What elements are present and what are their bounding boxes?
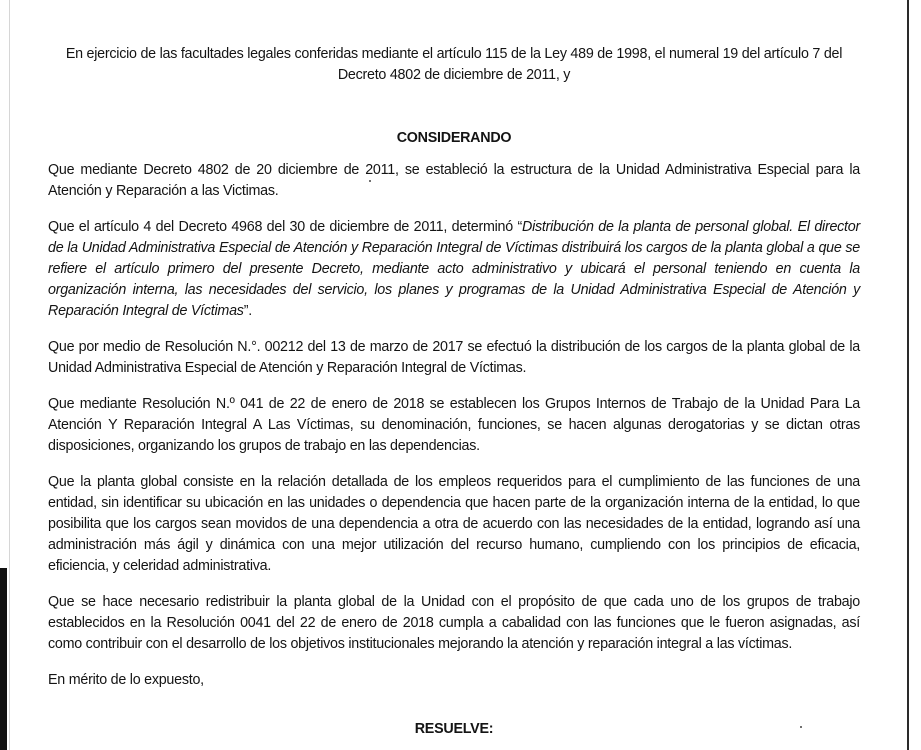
intro-paragraph: En ejercicio de las facultades legales conferidas mediante el artículo 115 de la Ley 489 de 1998, el numeral 19 del artículo 7 del Decreto 4802 de diciembre de 2011, y — [65, 46, 843, 83]
paragraph-planta-global: Que la planta global consiste en la relación detallada de los empleos requeridos para el cumplimiento de las funciones de una entidad, sin identificar su ubicación en las unidades o dependencia que hacen parte de la organización interna de la entidad, lo que posibilita que los cargos sean movidos de una dependencia a otra de acuerdo con las necesidades de la entidad, logrando así una administración más ágil y dinámica con una mejor utilización del recurso humano, cumpliendo con los principios de eficacia, eficiencia, y celeridad administrativa. — [48, 474, 860, 574]
paragraph-end-text: ”. — [243, 303, 252, 319]
heading-considerando: CONSIDERANDO — [396, 130, 512, 146]
scan-edge-line — [9, 0, 10, 750]
scan-page-border — [907, 0, 909, 750]
paragraph-lead-text: Que el artículo 4 del Decreto 4968 del 30 de diciembre de 2011, determinó “ — [48, 219, 523, 235]
paragraph-decreto-4802: Que mediante Decreto 4802 de 20 diciembre de 2011, se estableció la estructura de la Unidad Administrativa Especial para la Atención y Reparación a las Victimas. — [48, 162, 860, 199]
paragraph-resolucion-041: Que mediante Resolución N.º 041 de 22 de enero de 2018 se establecen los Grupos Internos de Trabajo de la Unidad Para La Atención Y Reparación Integral A Las Víctimas, su denominación, funciones, se hacen algunas derogatorias y se dictan otras disposiciones, organizando los grupos de trabajo en las dependencias. — [48, 396, 860, 454]
scan-edge-shadow — [0, 568, 7, 750]
paragraph-redistribuir: Que se hace necesario redistribuir la planta global de la Unidad con el propósito de que cada uno de los grupos de trabajo establecidos en la Resolución 0041 del 22 de enero de 2018 cumpla a cabalidad con las funciones que le fueron asignadas, así como contribuir con el desarrollo de los objetivos institucionales mejorando la atención y reparación integral a las víctimas. — [48, 594, 860, 652]
document-body — [48, 44, 860, 691]
closing-line: En mérito de lo expuesto, — [48, 672, 204, 688]
heading-resuelve: RESUELVE: — [414, 721, 494, 737]
paragraph-decreto-4968 — [48, 217, 860, 322]
quoted-text: Distribución de la planta de personal global. El director de la Unidad Administrativa Especial de Atención y Reparación Integral de Víctimas distribuirá los cargos de la planta global a que se refiere el artículo primero del presente Decreto, mediante acto administrativo y ubicará el personal teniendo en cuenta la organización interna, las necesidades del servicio, los planes y programas de la Unidad Administrativa Especial de Atención y Reparación Integral de Víctimas — [48, 219, 860, 319]
paragraph-resolucion-00212: Que por medio de Resolución N.°. 00212 del 13 de marzo de 2017 se efectuó la distribución de los cargos de la planta global de la Unidad Administrativa Especial de Atención y Reparación Integral de Víctimas. — [48, 339, 860, 376]
